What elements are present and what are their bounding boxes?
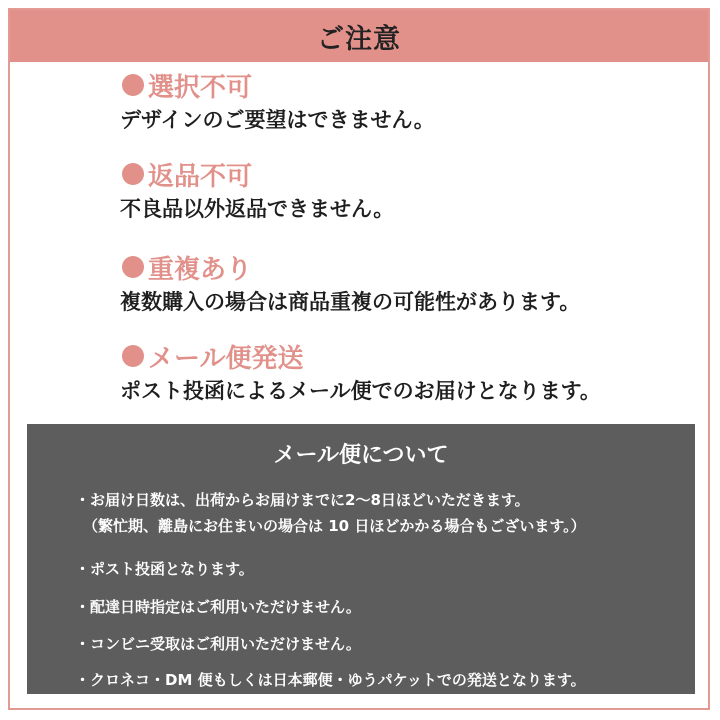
mail-info-line: ・クロネコ・DM 便もしくは日本郵便・ゆうパケットでの発送となります。 [75, 671, 586, 689]
bullet-dot-icon [122, 256, 144, 278]
mail-info-title: メール便について [273, 443, 449, 468]
notice-heading-text: 選択不可 [148, 72, 253, 103]
mail-info-line: ・配達日時指定はご利用いただけません。 [75, 598, 361, 616]
notice-card [8, 8, 710, 710]
mail-info-line: ・ポスト投函となります。 [75, 560, 254, 578]
notice-body: ポスト投函によるメール便でのお届けとなります。 [120, 379, 601, 403]
header-bar [10, 10, 708, 62]
notice-heading-text: 重複あり [148, 254, 253, 285]
bullet-dot-icon [122, 163, 144, 185]
mail-info-line: ・お届け日数は、出荷からお届けまでに2～8日ほどいただきます。 [75, 491, 530, 509]
notice-heading-text: メール便発送 [148, 343, 304, 374]
notice-body: デザインのご要望はできません。 [120, 108, 435, 132]
notice-heading [114, 339, 601, 373]
notice-heading [114, 250, 580, 284]
notice-no-selection [114, 68, 435, 134]
mail-info-line: ・コンビニ受取はご利用いただけません。 [75, 635, 361, 653]
notice-heading [114, 157, 394, 191]
notice-heading-text: 返品不可 [148, 161, 253, 192]
notice-body: 複数購入の場合は商品重複の可能性があります。 [120, 290, 581, 314]
mail-info-panel [27, 424, 695, 694]
notice-heading [114, 68, 435, 102]
notice-no-returns [114, 157, 394, 223]
bullet-dot-icon [122, 74, 144, 96]
bullet-dot-icon [122, 345, 144, 367]
page-title: ご注意 [317, 23, 401, 55]
notice-mail-delivery [114, 339, 601, 405]
notice-duplicates [114, 250, 580, 316]
mail-info-line: （繁忙期、離島にお住まいの場合は 10 日ほどかかる場合もございます。） [83, 517, 586, 535]
notice-body: 不良品以外返品できません。 [120, 197, 395, 221]
